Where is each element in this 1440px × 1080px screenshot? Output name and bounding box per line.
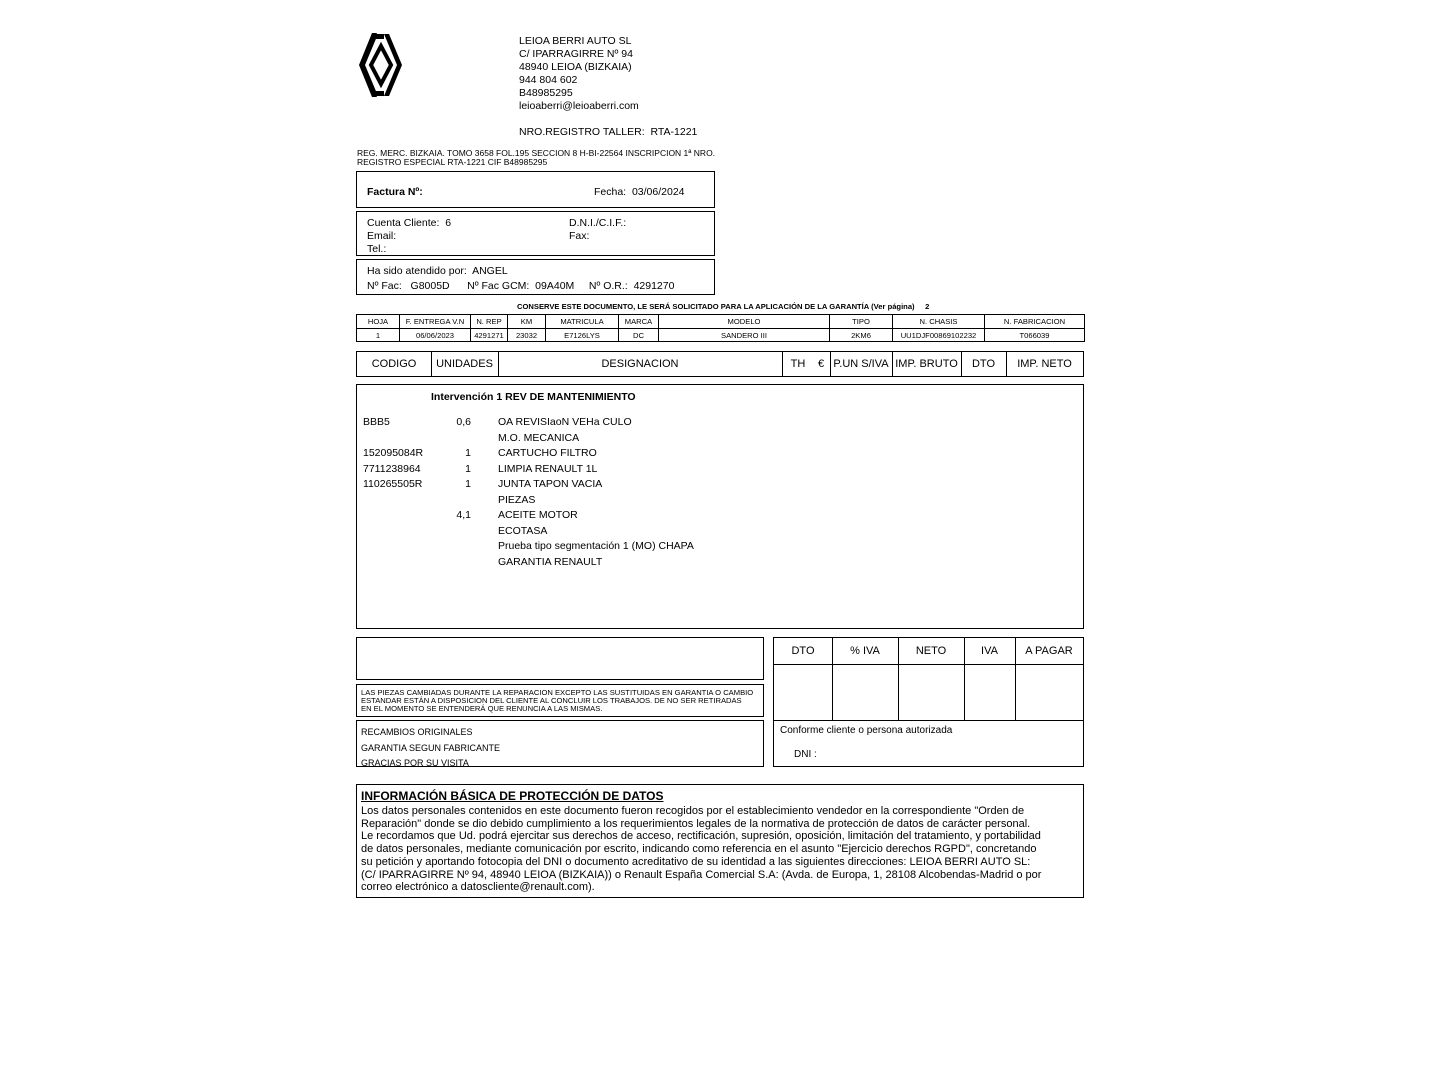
vehicle-header-cell: MATRICULA — [546, 315, 619, 329]
line-description: ACEITE MOTOR — [498, 509, 578, 521]
line-code: BBB5 — [363, 416, 390, 428]
invoice-number-label: Factura Nº: — [367, 186, 423, 198]
totals-header-iva-pct: % IVA — [850, 645, 880, 657]
workshop-reg-value: RTA-1221 — [650, 126, 698, 138]
list-item — [357, 540, 1083, 554]
signature-dni-label: DNI : — [794, 749, 817, 760]
line-units: 1 — [465, 462, 471, 475]
invoice-date-value: 03/06/2024 — [631, 186, 685, 198]
col-unidades: UNIDADES — [436, 358, 493, 370]
lines-body — [356, 384, 1084, 629]
line-description: JUNTA TAPON VACIA — [498, 478, 603, 490]
privacy-title: INFORMACIÓN BÁSICA DE PROTECCIÓN DE DATOS — [361, 789, 664, 803]
vehicle-header-cell: N. REP — [471, 315, 508, 329]
privacy-line: de datos personales, mediante comunicación por escrito, indicando como referencia en el asunto "Ejercicio derechos RGPD", concretando — [361, 843, 1037, 856]
registry-line-1: REG. MERC. BIZKAIA. TOMO 3658 FOL.195 SECCION 8 H-BI-22564 INSCRIPCION 1ª NRO. — [357, 148, 716, 158]
line-code: 7711238964 — [363, 462, 421, 475]
vehicle-header-cell: HOJA — [357, 315, 400, 329]
client-email-label: Email: — [367, 230, 397, 242]
vehicle-header-cell: N. FABRICACION — [985, 315, 1085, 329]
footer-note: GARANTIA SEGUN FABRICANTE — [361, 742, 501, 753]
privacy-line: su petición y aportando fotocopia del DNI o documento acreditativo de su identidad a las siguientes direcciones: LEIOA BERRI AUTO SL: — [361, 855, 1031, 868]
totals-header-dto: DTO — [791, 645, 815, 657]
line-code: 152095084R — [363, 447, 424, 459]
company-info — [519, 35, 697, 139]
parts-notice-line-3: EN EL MOMENTO SE ENTENDERÁ QUE RENUNCIA A LAS MISMAS. — [361, 704, 603, 713]
registry-info — [357, 149, 715, 167]
client-account-value: 6 — [445, 217, 452, 229]
list-item — [357, 478, 1083, 492]
vehicle-value-cell: 4291271 — [471, 329, 508, 342]
vehicle-header-row — [357, 315, 1085, 329]
line-description: OA REVISIaoN VEHa CULO — [498, 416, 632, 428]
nfac-label: Nº Fac: — [367, 280, 402, 292]
list-item — [357, 525, 1083, 539]
line-units: 1 — [465, 447, 471, 459]
vehicle-value-row — [357, 329, 1085, 342]
invoice-header-box — [356, 171, 715, 208]
privacy-text — [361, 805, 1041, 894]
line-description: GARANTIA RENAULT — [498, 555, 603, 568]
intervention-title: Intervención 1 REV DE MANTENIMIENTO — [431, 391, 636, 403]
line-description: LIMPIA RENAULT 1L — [498, 462, 598, 475]
signature-label: Conforme cliente o persona autorizada — [780, 725, 953, 736]
company-city: 48940 LEIOA (BIZKAIA) — [519, 61, 632, 73]
list-item — [357, 463, 1083, 477]
company-name: LEIOA BERRI AUTO SL — [519, 35, 632, 47]
vehicle-value-cell: 2KM6 — [830, 329, 893, 342]
col-dto: DTO — [971, 358, 996, 370]
privacy-line: Los datos personales contenidos en este documento fueron recogidos por el establecimiento vendedor en la correspondiente "Orden de — [361, 805, 1025, 817]
parts-notice-line-2: ESTANDAR ESTÁN A DISPOSICION DEL CLIENTE AL CONCLUIR LOS TRABAJOS. DE NO SER RETIRADAS — [361, 696, 742, 705]
gcm-label: Nº Fac GCM: — [467, 280, 530, 292]
list-item — [357, 416, 1083, 430]
invoice-date — [594, 186, 685, 198]
vehicle-header-cell: KM — [508, 315, 546, 329]
privacy-line: Le recordamos que Ud. podrá ejercitar sus derechos de acceso, rectificación, supresión, oposición, limitación del tratamiento, y portabilidad — [361, 830, 1041, 843]
invoice-date-label: Fecha: — [594, 186, 627, 198]
line-description: CARTUCHO FILTRO — [498, 447, 597, 459]
client-account-label: Cuenta Cliente: — [367, 217, 440, 229]
line-code: 110265505R — [363, 478, 423, 490]
vehicle-header-cell: N. CHASIS — [893, 315, 985, 329]
lines-header — [356, 351, 1084, 377]
attended-by-value: ANGEL — [472, 265, 508, 277]
company-cif: B48985295 — [519, 87, 573, 99]
attended-box — [356, 259, 715, 295]
client-account — [367, 217, 451, 230]
signature-box — [773, 720, 1084, 767]
footer-note: RECAMBIOS ORIGINALES — [361, 727, 473, 737]
privacy-line: (C/ IPARRAGIRRE Nº 94, 48940 LEIOA (BIZKAIA)) o Renault España Comercial S.A: (Avda. de Europa, 1, 28108 Alcobendas-Madrid o por — [361, 868, 1042, 881]
list-item — [357, 509, 1083, 523]
vehicle-value-cell: DC — [619, 329, 659, 342]
attended-by-label: Ha sido atendido por: — [367, 265, 467, 277]
client-dni-label: D.N.I./C.I.F.: — [569, 217, 627, 229]
list-item — [357, 447, 1083, 461]
company-email: leioaberri@leioaberri.com — [519, 100, 639, 112]
list-item — [357, 432, 1083, 446]
line-description: ECOTASA — [498, 524, 548, 537]
vehicle-header-cell: MODELO — [659, 315, 830, 329]
invoice-references — [367, 280, 674, 293]
notes-box — [356, 637, 764, 680]
workshop-reg-label: NRO.REGISTRO TALLER: — [519, 126, 645, 138]
workshop-registry — [519, 126, 697, 139]
vehicle-value-cell: 23032 — [508, 329, 546, 342]
list-item — [357, 556, 1083, 570]
line-units: 0,6 — [456, 416, 471, 428]
vehicle-header-cell: TIPO — [830, 315, 893, 329]
vehicle-table — [356, 314, 1085, 342]
col-th: TH — [790, 358, 806, 370]
warranty-notice-page: 2 — [925, 302, 930, 311]
col-imp-bruto: IMP. BRUTO — [895, 358, 958, 370]
line-description: M.O. MECANICA — [498, 431, 580, 444]
registry-line-2: REGISTRO ESPECIAL RTA-1221 CIF B48985295 — [357, 157, 548, 167]
vehicle-header-cell: MARCA — [619, 315, 659, 329]
footer-note: GRACIAS POR SU VISITA — [361, 758, 469, 768]
warranty-notice — [517, 302, 929, 311]
parts-notice-line-1: LAS PIEZAS CAMBIADAS DURANTE LA REPARACION EXCEPTO LAS SUSTITUIDAS EN GARANTIA O CAMBIO — [361, 688, 754, 697]
vehicle-value-cell: UU1DJF00869102232 — [893, 329, 985, 342]
col-imp-neto: IMP. NETO — [1017, 358, 1072, 370]
col-pun: P.UN S/IVA — [833, 358, 889, 370]
warranty-notice-text: CONSERVE ESTE DOCUMENTO, LE SERÁ SOLICITADO PARA LA APLICACIÓN DE LA GARANTÍA (Ver página) — [517, 302, 915, 311]
line-description: PIEZAS — [498, 493, 536, 506]
parts-notice-box — [356, 684, 764, 717]
vehicle-header-cell: F. ENTREGA V.N — [400, 315, 471, 329]
col-codigo: CODIGO — [371, 358, 417, 370]
vehicle-value-cell: SANDERO III — [659, 329, 830, 342]
company-address: C/ IPARRAGIRRE Nº 94 — [519, 48, 633, 60]
col-designacion: DESIGNACION — [601, 358, 679, 370]
client-tel-label: Tel.: — [367, 243, 387, 255]
col-currency: € — [817, 358, 825, 370]
client-fax-label: Fax: — [569, 230, 590, 242]
renault-logo — [356, 32, 406, 98]
client-box — [356, 211, 715, 256]
vehicle-value-cell: 06/06/2023 — [400, 329, 471, 342]
attended-by — [367, 265, 508, 278]
vehicle-value-cell: E7126LYS — [546, 329, 619, 342]
or-value: 4291270 — [633, 280, 675, 292]
line-units: 1 — [465, 478, 471, 490]
totals-header-iva: IVA — [981, 645, 998, 657]
privacy-line: correo electrónico a datoscliente@renault.com). — [361, 881, 595, 894]
line-units: 4,1 — [456, 509, 471, 521]
nfac-value: G8005D — [410, 280, 450, 292]
or-label: Nº O.R.: — [588, 280, 628, 292]
vehicle-value-cell: T066039 — [985, 329, 1085, 342]
footer-notes-box — [356, 720, 764, 767]
privacy-line: Reparación" donde se dio debido cumplimiento a los requerimientos legales de la normativa de protección de datos de carácter personal. — [361, 817, 1031, 830]
list-item — [357, 494, 1083, 508]
totals-header-a-pagar: A PAGAR — [1025, 645, 1073, 657]
gcm-value: 09A40M — [535, 280, 575, 292]
totals-header-neto: NETO — [915, 645, 947, 657]
totals-box — [773, 637, 1084, 721]
company-phone: 944 804 602 — [519, 74, 578, 86]
privacy-box — [356, 784, 1084, 898]
line-description: Prueba tipo segmentación 1 (MO) CHAPA — [498, 540, 694, 552]
vehicle-value-cell: 1 — [357, 329, 400, 342]
